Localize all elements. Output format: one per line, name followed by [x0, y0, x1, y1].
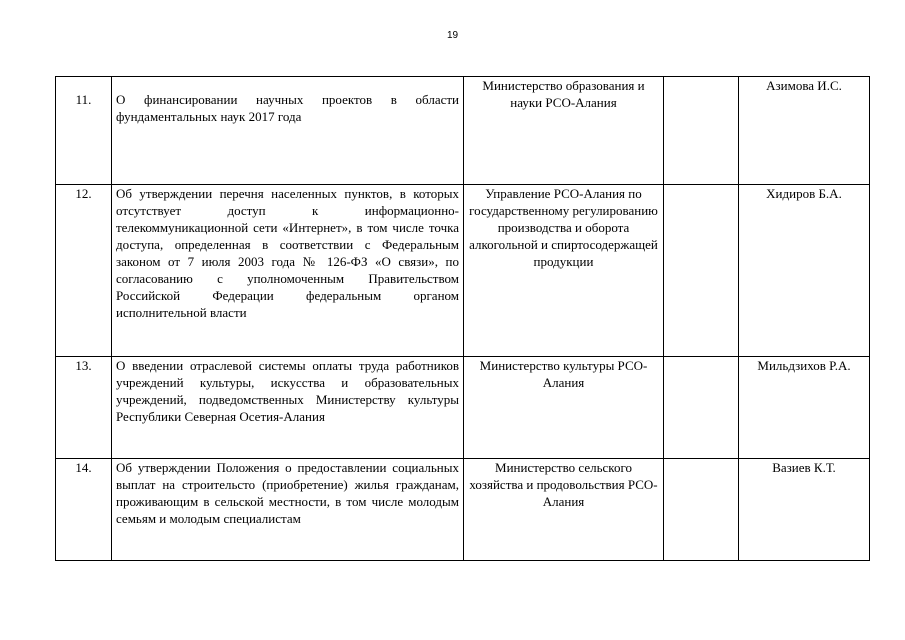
table-row — [56, 185, 870, 357]
row-date — [664, 77, 739, 185]
table-row — [56, 357, 870, 459]
row-organization: Министерство сельского хозяйства и продовольствия РСО-Алания — [464, 459, 664, 561]
row-number: 13. — [56, 357, 112, 459]
row-responsible: Мильдзихов Р.А. — [739, 357, 870, 459]
row-date — [664, 459, 739, 561]
row-title: О финансировании научных проектов в области фундаментальных наук 2017 года — [112, 77, 464, 185]
row-title: Об утверждении перечня населенных пунктов, в которых отсутствует доступ к информационно-телекоммуникационной сети «Интернет», в том числе точка доступа, определенная в соответствии с Федеральным законом от 7 июля 2003 года № 126-ФЗ «О связи», по согласованию с уполномоченным Правительством Российской Федерации федеральным органом исполнительной власти — [112, 185, 464, 357]
row-organization: Министерство образования и науки РСО-Алания — [464, 77, 664, 185]
page-number: 19 — [446, 30, 459, 41]
row-date — [664, 357, 739, 459]
table-row — [56, 459, 870, 561]
table-row — [56, 77, 870, 185]
row-responsible: Вазиев К.Т. — [739, 459, 870, 561]
row-number: 12. — [56, 185, 112, 357]
row-number: 11. — [56, 77, 112, 185]
row-organization: Управление РСО-Алания по государственному регулированию производства и оборота алкогольной и спиртосодержащей продукции — [464, 185, 664, 357]
row-title: О введении отраслевой системы оплаты труда работников учреждений культуры, искусства и образовательных учреждений, подведомственных Министерству культуры Республики Северная Осетия-Алания — [112, 357, 464, 459]
row-number: 14. — [56, 459, 112, 561]
row-date — [664, 185, 739, 357]
document-table — [55, 76, 870, 561]
row-responsible: Азимова И.С. — [739, 77, 870, 185]
row-responsible: Хидиров Б.А. — [739, 185, 870, 357]
row-organization: Министерство культуры РСО-Алания — [464, 357, 664, 459]
row-title: Об утверждении Положения о предоставлении социальных выплат на строительсто (приобретение) жилья гражданам, проживающим в сельской местности, в том числе молодым семьям и молодым специалистам — [112, 459, 464, 561]
